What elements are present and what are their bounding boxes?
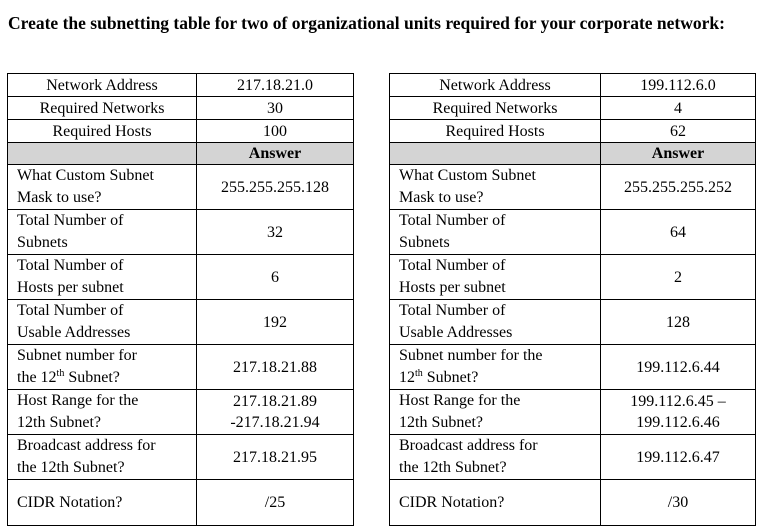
value-required-networks: 4 <box>601 97 756 120</box>
label-broadcast: Broadcast address for the 12th Subnet? <box>390 435 601 480</box>
table-row <box>8 210 354 255</box>
label-cidr: CIDR Notation? <box>390 480 601 526</box>
table-row <box>390 345 756 390</box>
value-required-hosts: 62 <box>601 120 756 143</box>
value-hosts-per-subnet: 6 <box>197 255 354 300</box>
value-hosts-per-subnet: 2 <box>601 255 756 300</box>
table-row <box>390 300 756 345</box>
value-subnet-number: 217.18.21.88 <box>197 345 354 390</box>
table-row <box>390 120 756 143</box>
label-usable-addresses: Total Number of Usable Addresses <box>8 300 197 345</box>
value-usable-addresses: 192 <box>197 300 354 345</box>
table-row <box>8 390 354 435</box>
value-total-subnets: 64 <box>601 210 756 255</box>
table-row <box>8 97 354 120</box>
table-row <box>8 345 354 390</box>
table-row <box>8 120 354 143</box>
answer-header-row <box>8 143 354 165</box>
label-required-networks: Required Networks <box>8 97 197 120</box>
value-cidr: /30 <box>601 480 756 526</box>
table-row <box>390 74 756 97</box>
label-total-subnets: Total Number of Subnets <box>390 210 601 255</box>
page-title: Create the subnetting table for two of organizational units required for your corporate network: <box>8 13 725 33</box>
value-host-range: 199.112.6.45 – 199.112.6.46 <box>601 390 756 435</box>
label-network-address: Network Address <box>8 74 197 97</box>
subnet-table-right <box>389 73 756 526</box>
value-required-networks: 30 <box>197 97 354 120</box>
value-host-range: 217.18.21.89 -217.18.21.94 <box>197 390 354 435</box>
table-row <box>8 435 354 480</box>
table-row <box>8 480 354 526</box>
label-host-range: Host Range for the 12th Subnet? <box>390 390 601 435</box>
label-subnet-number: Subnet number for the 12th Subnet? <box>8 345 197 390</box>
answer-header-blank <box>390 143 601 165</box>
table-row <box>8 74 354 97</box>
label-subnet-number: Subnet number for the 12th Subnet? <box>390 345 601 390</box>
value-network-address: 217.18.21.0 <box>197 74 354 97</box>
label-custom-mask: What Custom Subnet Mask to use? <box>390 165 601 210</box>
table-row <box>8 255 354 300</box>
table-row <box>390 480 756 526</box>
label-total-subnets: Total Number of Subnets <box>8 210 197 255</box>
value-total-subnets: 32 <box>197 210 354 255</box>
value-cidr: /25 <box>197 480 354 526</box>
label-hosts-per-subnet: Total Number of Hosts per subnet <box>8 255 197 300</box>
answer-header-row <box>390 143 756 165</box>
table-row <box>390 255 756 300</box>
label-usable-addresses: Total Number of Usable Addresses <box>390 300 601 345</box>
label-network-address: Network Address <box>390 74 601 97</box>
value-broadcast: 199.112.6.47 <box>601 435 756 480</box>
value-custom-mask: 255.255.255.252 <box>601 165 756 210</box>
table-row <box>390 165 756 210</box>
table-row <box>390 390 756 435</box>
value-subnet-number: 199.112.6.44 <box>601 345 756 390</box>
label-required-hosts: Required Hosts <box>8 120 197 143</box>
label-required-hosts: Required Hosts <box>390 120 601 143</box>
label-broadcast: Broadcast address for the 12th Subnet? <box>8 435 197 480</box>
table-row <box>8 165 354 210</box>
table-row <box>390 210 756 255</box>
label-hosts-per-subnet: Total Number of Hosts per subnet <box>390 255 601 300</box>
table-row <box>390 97 756 120</box>
label-host-range: Host Range for the 12th Subnet? <box>8 390 197 435</box>
value-custom-mask: 255.255.255.128 <box>197 165 354 210</box>
value-broadcast: 217.18.21.95 <box>197 435 354 480</box>
label-cidr: CIDR Notation? <box>8 480 197 526</box>
value-required-hosts: 100 <box>197 120 354 143</box>
value-usable-addresses: 128 <box>601 300 756 345</box>
answer-header: Answer <box>197 143 354 165</box>
subnet-table-left <box>7 73 354 526</box>
answer-header-blank <box>8 143 197 165</box>
label-required-networks: Required Networks <box>390 97 601 120</box>
label-custom-mask: What Custom Subnet Mask to use? <box>8 165 197 210</box>
table-row <box>390 435 756 480</box>
value-network-address: 199.112.6.0 <box>601 74 756 97</box>
table-row <box>8 300 354 345</box>
answer-header: Answer <box>601 143 756 165</box>
